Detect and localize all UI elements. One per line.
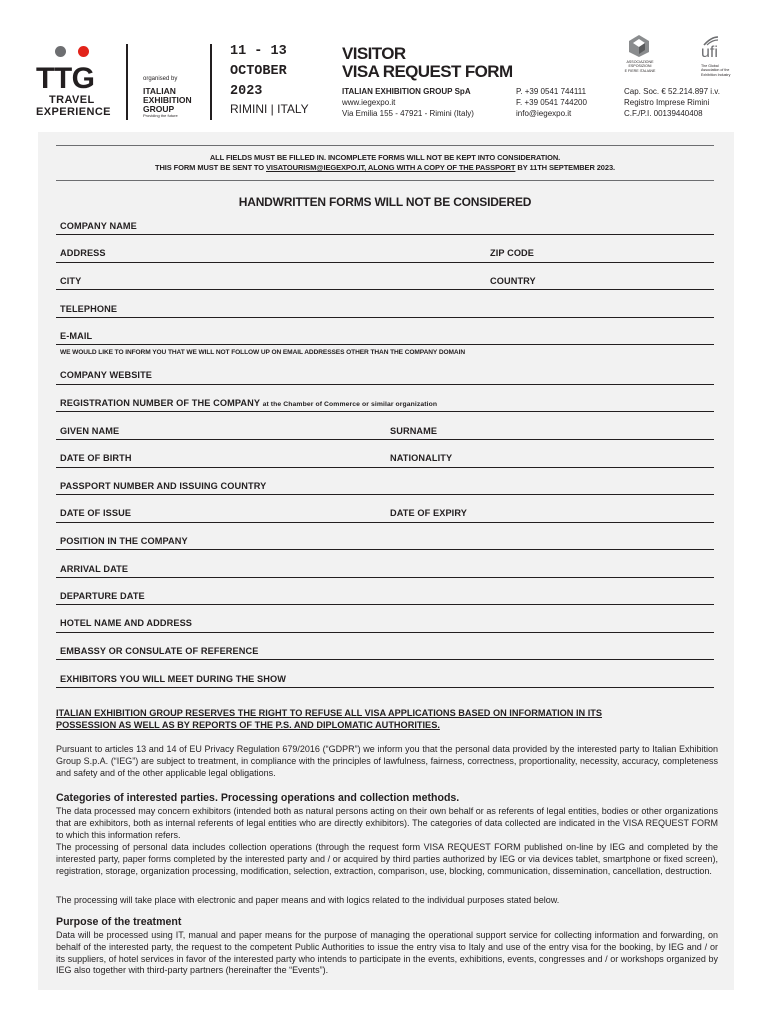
label-registration-number <box>60 398 437 408</box>
ufi-logo: ufi <box>701 44 718 61</box>
zip-code-field[interactable] <box>486 262 714 263</box>
aefi-line-2: ESPOSIZIONI <box>628 64 652 69</box>
event-month: OCTOBER <box>230 64 287 79</box>
company-capital: Cap. Soc. € 52.214.897 i.v. <box>624 87 720 96</box>
notice-bottom-rule <box>56 180 714 181</box>
telephone-field[interactable] <box>56 317 714 318</box>
company-email: info@iegexpo.it <box>516 108 572 118</box>
ttg-experience: EXPERIENCE <box>36 106 111 118</box>
privacy-intro: Pursuant to articles 13 and 14 of EU Privacy Regulation 679/2016 (“GDPR”) we inform you that the personal data provided by the interested party to Italian Exhibition Group S.p.A. (“IEG”) are subject to treatment, in compliance with the principles of lawfulness, fairness, correctness, proportionality, necessity, accuracy, completeness and safety and of the other applicable legal obligations. <box>56 744 718 778</box>
notice-line-2-post: BY 11TH SEPTEMBER 2023. <box>515 163 616 172</box>
company-address-header: Via Emilia 155 - 47921 - Rimini (Italy) <box>342 108 474 118</box>
date-of-expiry-field[interactable] <box>386 522 714 523</box>
section-1-paragraph-3: The processing will take place with electronic and paper means and with logics related to the individual purposes stated below. <box>56 895 560 905</box>
aefi-line-1: ASSOCIAZIONE <box>626 60 654 64</box>
label-address: ADDRESS <box>60 248 106 258</box>
aefi-line-3: E FIERE ITALIANE <box>624 68 656 73</box>
nationality-field[interactable] <box>386 467 714 468</box>
label-embassy: EMBASSY OR CONSULATE OF REFERENCE <box>60 646 259 656</box>
aefi-logo-icon <box>628 34 650 58</box>
email-note: WE WOULD LIKE TO INFORM YOU THAT WE WILL NOT FOLLOW UP ON EMAIL ADDRESSES OTHER THAN THE COMPANY DOMAIN <box>60 349 465 356</box>
label-date-of-issue: DATE OF ISSUE <box>60 508 132 518</box>
company-fax: F. +39 0541 744200 <box>516 97 587 107</box>
given-name-field[interactable] <box>56 439 386 440</box>
label-given-name: GIVEN NAME <box>60 426 120 436</box>
ufi-text <box>701 64 730 77</box>
aefi-text <box>622 60 658 73</box>
arrival-date-field[interactable] <box>56 577 714 578</box>
label-hotel: HOTEL NAME AND ADDRESS <box>60 618 193 628</box>
ieg-line-2: EXHIBITION <box>143 95 192 105</box>
ttg-dot-red <box>78 46 89 57</box>
label-email: E-MAIL <box>60 331 93 341</box>
notice-line-1: ALL FIELDS MUST BE FILLED IN. INCOMPLETE FORMS WILL NOT BE KEPT INTO CONSIDERATION. <box>209 153 561 162</box>
company-name: ITALIAN EXHIBITION GROUP SpA <box>342 87 471 96</box>
label-date-of-expiry: DATE OF EXPIRY <box>390 508 467 518</box>
label-company-name: COMPANY NAME <box>60 221 137 231</box>
refusal-warning-line-2: POSSESSION AS WELL AS BY REPORTS OF THE P.S. AND DIPLOMATIC AUTHORITIES. <box>56 720 440 730</box>
company-info <box>342 87 474 119</box>
ieg-logo <box>143 87 192 114</box>
refusal-warning <box>56 707 716 731</box>
header-separator-2 <box>210 44 212 120</box>
label-departure-date: DEPARTURE DATE <box>60 591 145 601</box>
ufi-line-2: Association of the <box>701 68 730 73</box>
event-dates: 11 - 13 <box>230 44 287 59</box>
section-1-paragraph-1: The data processed may concern exhibitors (intended both as natural persons acting on their own behalf or as referents of legal entities, bodies or other organizations that are exhibitors, both as internal referents of legal entities who are directly exhibitors). The categories of data collected are indicated in the VISA REQUEST FORM to which this information refers. <box>56 806 718 840</box>
exhibitors-field[interactable] <box>56 687 714 688</box>
section-2-title: Purpose of the treatment <box>56 916 182 928</box>
form-title-line-2: VISA REQUEST FORM <box>342 62 513 81</box>
company-registry <box>624 87 720 119</box>
notice-top-rule <box>56 145 714 146</box>
registration-number-field[interactable] <box>56 411 714 412</box>
label-exhibitors: EXHIBITORS YOU WILL MEET DURING THE SHOW <box>60 674 287 684</box>
ufi-line-1: The Global <box>701 64 719 68</box>
form-title-line-1: VISITOR <box>342 44 406 63</box>
ieg-line-3: GROUP <box>143 104 175 114</box>
surname-field[interactable] <box>386 439 714 440</box>
ufi-line-3: Exhibition Industry <box>701 72 731 77</box>
notice-email-link[interactable]: VISATOURISM@IEGEXPO.IT, ALONG WITH A COPY OF THE PASSPORT <box>266 163 516 172</box>
notice-line-2-pre: THIS FORM MUST BE SENT TO <box>154 163 266 172</box>
ieg-tagline: Providing the future <box>143 113 178 118</box>
handwritten-warning: HANDWRITTEN FORMS WILL NOT BE CONSIDERED <box>238 195 532 209</box>
company-website-field[interactable] <box>56 384 714 385</box>
label-arrival-date: ARRIVAL DATE <box>60 564 129 574</box>
label-zip-code: ZIP CODE <box>490 248 535 258</box>
company-phones <box>516 87 587 119</box>
ttg-dot-grey <box>55 46 66 57</box>
ieg-line-1: ITALIAN <box>143 86 176 96</box>
event-place: RIMINI | ITALY <box>230 102 309 116</box>
label-date-of-birth: DATE OF BIRTH <box>60 453 132 463</box>
refusal-warning-line-1: ITALIAN EXHIBITION GROUP RESERVES THE RIGHT TO REFUSE ALL VISA APPLICATIONS BASED ON INFORMATION IN ITS <box>56 708 603 718</box>
label-nationality: NATIONALITY <box>390 453 453 463</box>
registration-number-text: REGISTRATION NUMBER OF THE COMPANY <box>60 398 260 408</box>
header-separator-1 <box>126 44 128 120</box>
company-vat: C.F./P.I. 00139440408 <box>624 108 703 118</box>
registration-note: at the Chamber of Commerce or similar organization <box>262 401 438 408</box>
label-country: COUNTRY <box>490 276 536 286</box>
company-registry-line: Registro Imprese Rimini <box>624 97 710 107</box>
ttg-travel: TRAVEL <box>49 94 95 106</box>
organised-by: organised by <box>143 76 178 82</box>
email-field[interactable] <box>56 344 714 345</box>
company-website-header: www.iegexpo.it <box>342 97 396 107</box>
label-company-website: COMPANY WEBSITE <box>60 370 153 380</box>
departure-date-field[interactable] <box>56 604 714 605</box>
label-city: CITY <box>60 276 82 286</box>
label-surname: SURNAME <box>390 426 438 436</box>
embassy-field[interactable] <box>56 659 714 660</box>
section-1-title: Categories of interested parties. Processing operations and collection methods. <box>56 792 460 804</box>
label-passport: PASSPORT NUMBER AND ISSUING COUNTRY <box>60 481 267 491</box>
position-field[interactable] <box>56 549 714 550</box>
event-year: 2023 <box>230 84 263 99</box>
label-telephone: TELEPHONE <box>60 304 118 314</box>
company-name-field[interactable] <box>56 234 714 235</box>
section-1-paragraph-2: The processing of personal data includes collection operations (through the request form VISA REQUEST FORM published on-line by IEG and completed by the interested party, paper forms completed by the interested party and / or acquired by third parties authorized by IEG or via devices tablet, smartphone or fixed screen), registration, storage, organization processing, modification, selection, extraction, comparison, use, blocking, communication, dissemination, cancellation, destruction. <box>56 842 718 876</box>
notice <box>56 153 714 173</box>
country-field[interactable] <box>486 289 714 290</box>
company-phone: P. +39 0541 744111 <box>516 87 587 96</box>
date-of-issue-field[interactable] <box>56 522 386 523</box>
passport-field[interactable] <box>56 494 714 495</box>
label-position: POSITION IN THE COMPANY <box>60 536 188 546</box>
notice-line-2 <box>56 163 714 173</box>
section-2-paragraph-1: Data will be processed using IT, manual and paper means for the purpose of managing the operational support service for collecting information and forwarding, on behalf of the interested party, the request to the competent Public Authorities to issue the entry visa to Italy and use of the entry visa for the booking, by IEG and / or its suppliers, of hotel services in favor of the interested party who intends to participate in the events, exhibitions, events, congresses and / or workshops organized by IEG also together with third-party partners (hereinafter the “Events”). <box>56 930 718 976</box>
city-field[interactable] <box>56 289 486 290</box>
ttg-logo: TTG <box>36 62 95 95</box>
hotel-field[interactable] <box>56 632 714 633</box>
date-of-birth-field[interactable] <box>56 467 386 468</box>
address-field[interactable] <box>56 262 486 263</box>
